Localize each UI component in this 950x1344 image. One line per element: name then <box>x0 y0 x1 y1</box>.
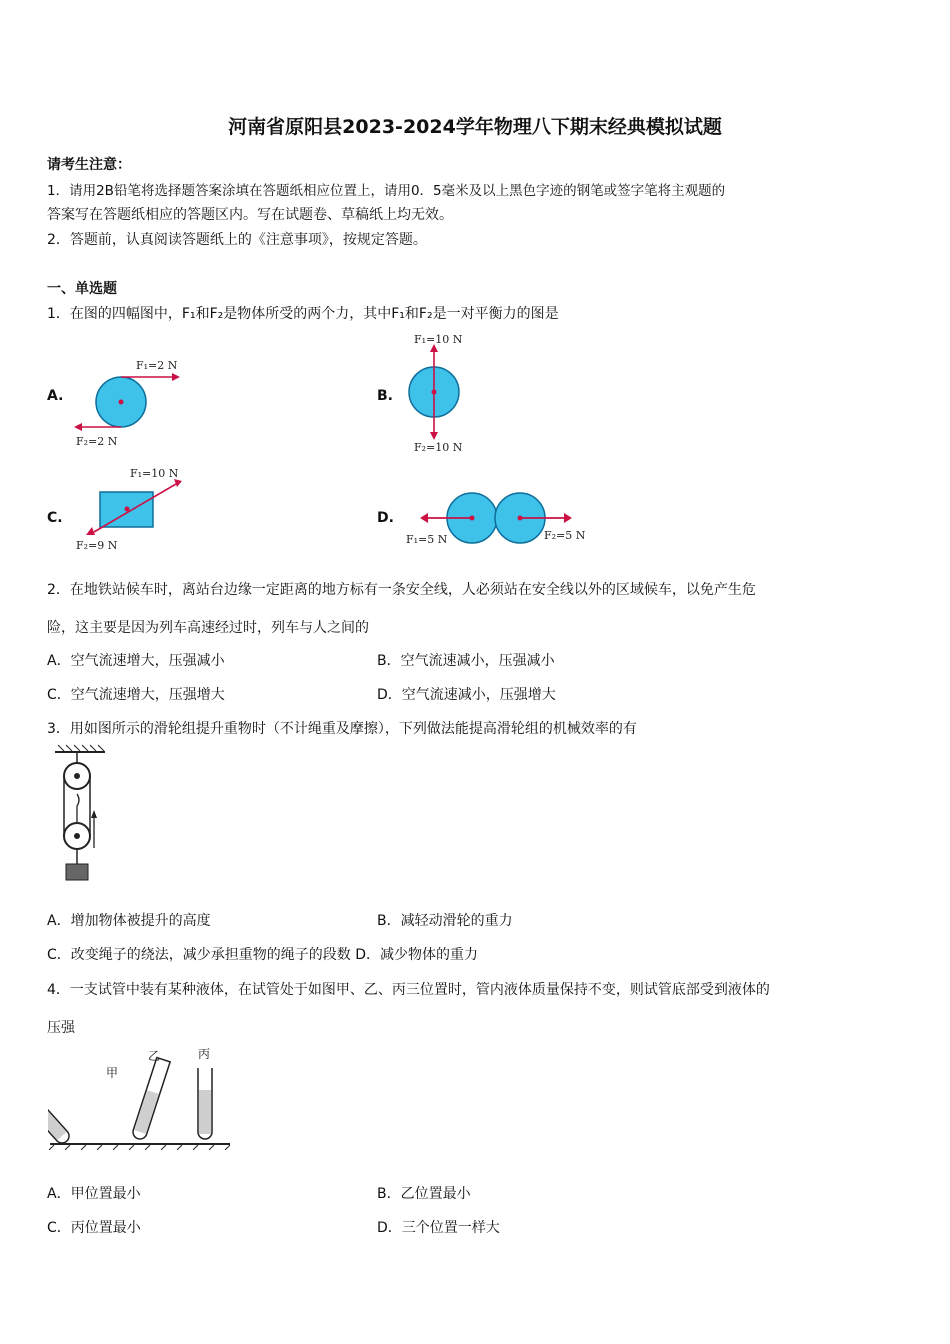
tube-label-jia: 甲 <box>106 1066 119 1080</box>
figc-f1-label: F₁=10 N <box>130 467 179 480</box>
notice-line-1a: 1．请用2B铅笔将选择题答案涂填在答题纸相应位置上，请用0．5毫米及以上黑色字迹的钢笔或签字笔将主观题的 <box>47 183 726 199</box>
q3-option-a[interactable]: A．增加物体被提升的高度 <box>47 913 211 929</box>
section-heading: 一、单选题 <box>47 281 117 297</box>
q2-option-b[interactable]: B．空气流速减小，压强减小 <box>377 653 555 669</box>
tube-label-yi: 乙 <box>148 1049 161 1063</box>
q2-option-c[interactable]: C．空气流速增大，压强增大 <box>47 687 225 703</box>
figc-f2-label: F₂=9 N <box>76 539 118 552</box>
q1-figure-b <box>400 330 480 454</box>
q3-stem: 3．用如图所示的滑轮组提升重物时（不计绳重及摩擦），下列做法能提高滑轮组的机械效率的有 <box>47 721 637 737</box>
figd-f2-label: F₂=5 N <box>544 529 586 542</box>
q4-stem-b: 压强 <box>47 1020 75 1036</box>
notice-heading: 请考生注意： <box>47 157 131 173</box>
q4-option-a[interactable]: A．甲位置最小 <box>47 1186 141 1202</box>
notice-line-1b: 答案写在答题纸相应的答题区内。写在试题卷、草稿纸上均无效。 <box>47 207 453 223</box>
q4-option-c[interactable]: C．丙位置最小 <box>47 1220 141 1236</box>
q1-figure-c <box>72 464 187 556</box>
q4-stem-a: 4．一支试管中装有某种液体，在试管处于如图甲、乙、丙三位置时，管内液体质量保持不变，则试管底部受到液体的 <box>47 982 770 998</box>
q1-figure-d <box>402 484 594 550</box>
figa-f2-label: F₂=2 N <box>76 435 118 448</box>
figd-f1-label: F₁=5 N <box>406 533 448 546</box>
tube-label-bing: 丙 <box>198 1047 211 1061</box>
figb-f2-label: F₂=10 N <box>414 441 463 454</box>
q4-option-d[interactable]: D．三个位置一样大 <box>377 1220 500 1236</box>
q1-option-d-label[interactable]: D. <box>377 510 394 526</box>
q3-pulley-figure <box>50 744 110 884</box>
q2-stem-b: 险，这主要是因为列车高速经过时，列车与人之间的 <box>47 620 369 636</box>
figb-f1-label: F₁=10 N <box>414 333 463 346</box>
page-title: 河南省原阳县2023-2024学年物理八下期末经典模拟试题 <box>228 116 722 138</box>
q1-stem: 1．在图的四幅图中，F₁和F₂是物体所受的两个力，其中F₁和F₂是一对平衡力的图是 <box>47 306 559 322</box>
q4-option-b[interactable]: B．乙位置最小 <box>377 1186 471 1202</box>
q1-figure-a <box>72 355 184 451</box>
q4-test-tube-figure <box>48 1044 238 1150</box>
q1-option-b-label[interactable]: B. <box>377 388 393 404</box>
q1-option-a-label[interactable]: A. <box>47 388 64 404</box>
q3-option-cd[interactable]: C．改变绳子的绕法，减少承担重物的绳子的段数 D．减少物体的重力 <box>47 947 479 963</box>
q3-option-b[interactable]: B．减轻动滑轮的重力 <box>377 913 513 929</box>
notice-line-2: 2．答题前，认真阅读答题纸上的《注意事项》，按规定答题。 <box>47 232 427 248</box>
q1-option-c-label[interactable]: C. <box>47 510 63 526</box>
q2-option-a[interactable]: A．空气流速增大，压强减小 <box>47 653 225 669</box>
figa-f1-label: F₁=2 N <box>136 359 178 372</box>
q2-stem-a: 2．在地铁站候车时，离站台边缘一定距离的地方标有一条安全线，人必须站在安全线以外的区域候车，以免产生危 <box>47 582 756 598</box>
q2-option-d[interactable]: D．空气流速减小，压强增大 <box>377 687 556 703</box>
